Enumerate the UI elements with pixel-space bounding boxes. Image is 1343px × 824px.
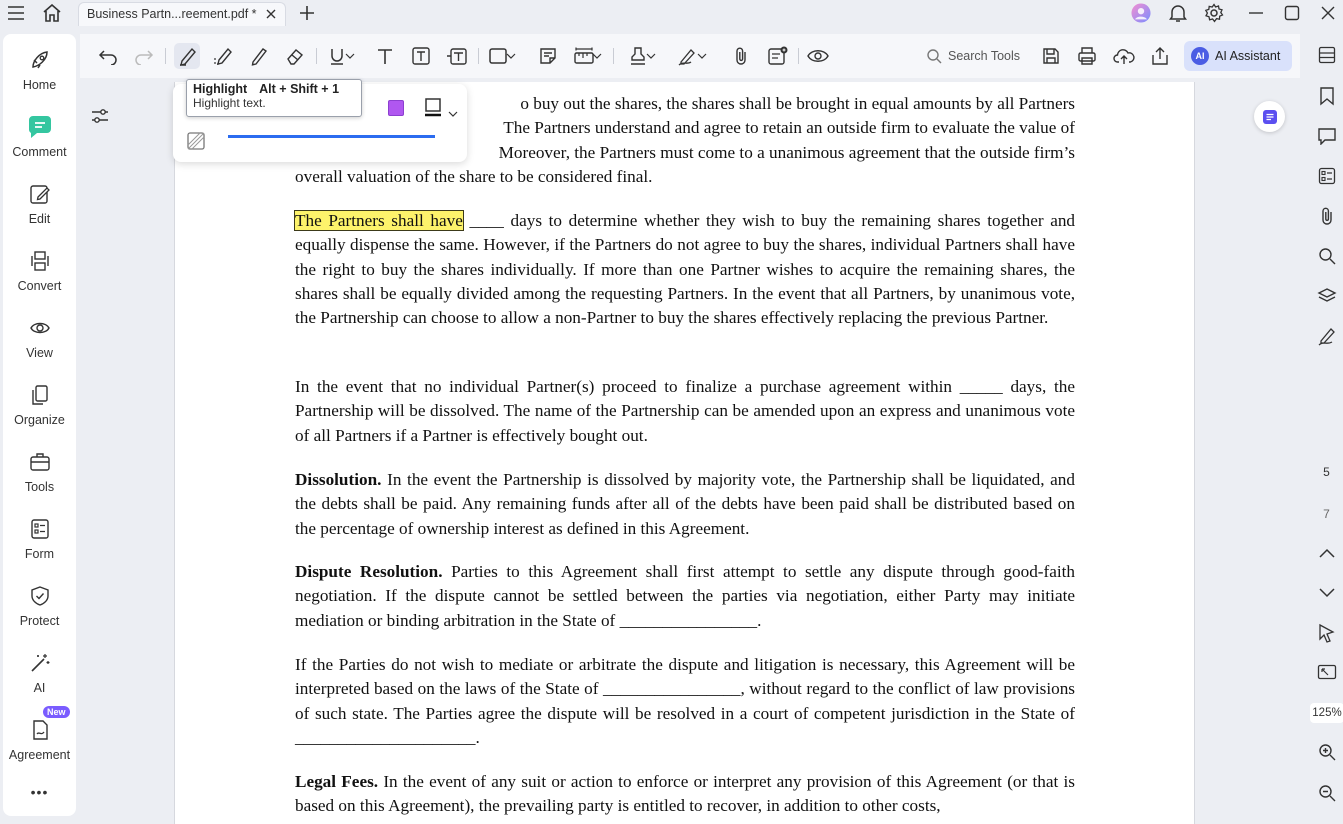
highlighted-text[interactable]: The Partners shall have (295, 211, 463, 230)
sidebar-label-home: Home (22, 78, 57, 92)
close-window-icon[interactable] (1318, 3, 1338, 23)
pencil-icon[interactable] (246, 43, 272, 69)
convert-icon (28, 249, 52, 273)
text-line: overall valuation of the share to be considered final. (295, 166, 653, 186)
sidebar-item-agreement[interactable] (3, 707, 76, 772)
total-pages: 7 (1323, 507, 1330, 521)
hamburger-menu-icon[interactable] (6, 3, 26, 23)
more-dots-icon: ••• (30, 784, 49, 800)
comment-list-icon[interactable] (765, 43, 791, 69)
section-heading: Dissolution. (295, 470, 382, 489)
comments-panel-icon[interactable] (1316, 125, 1338, 147)
text-line: Moreover, the Partners must come to a unanimous agreement that the outside firm’s (498, 142, 1075, 162)
section-heading: Dispute Resolution. (295, 562, 443, 581)
signature-dropdown-chevron-icon[interactable] (696, 43, 708, 69)
tooltip-shortcut: Alt + Shift + 1 (259, 82, 340, 96)
eraser-icon[interactable] (282, 43, 308, 69)
paragraph-text: ____ days to determine whether they wish to buy the remaining shares together and equally dispense the same. However, if the Partners do not agree to buy the shares, individual Partners shall have the right to buy the shares individually. If more than one Partner wishes to acquire the remaining shares, the shares shall be equally divided among the requesting Partners. In the event that all Partners, by unanimous vote, the Partnership can choose to allow a non-Partner to buy the shares effectively replacing the previous Partner. (295, 211, 1076, 328)
signatures-panel-icon[interactable] (1316, 325, 1338, 347)
filter-settings-icon[interactable] (88, 104, 112, 128)
shape-dropdown-chevron-icon[interactable] (505, 43, 517, 69)
form-icon (28, 517, 52, 541)
sidebar-more-button[interactable] (3, 780, 76, 804)
cloud-upload-icon[interactable] (1111, 43, 1137, 69)
text-line: o buy out the shares, the shares shall be brought in equal amounts by all Partners (520, 94, 1075, 113)
floating-app-launcher[interactable] (1254, 101, 1285, 132)
sidebar-label-form: Form (24, 547, 55, 561)
sidebar-item-home[interactable] (3, 42, 76, 102)
highlight-tooltip (186, 79, 362, 117)
redo-icon[interactable] (131, 43, 157, 69)
sidebar-item-view[interactable] (3, 310, 76, 370)
paragraph-text: Parties to this Agreement shall first attempt to settle any dispute through good-faith negotiation. If the dispute cannot be settled between the parties via negotiation, either Party may initiate mediation or binding arbitration in the State of ________________. (295, 562, 1076, 630)
highlight-color-swatch[interactable] (388, 100, 404, 116)
new-tab-plus-icon[interactable] (297, 3, 317, 23)
print-icon[interactable] (1074, 43, 1100, 69)
zoom-in-icon[interactable] (1316, 741, 1338, 763)
ai-assistant-button[interactable] (1184, 41, 1292, 71)
paragraph-legal-fees (295, 770, 1075, 819)
search-icon (926, 48, 942, 64)
ai-magic-wand-icon (28, 651, 52, 675)
text-line: The Partners understand and agree to retain an outside firm to evaluate the value of (503, 118, 1075, 138)
toolbar-separator (316, 48, 317, 64)
view-eye-icon (28, 316, 52, 340)
page-up-chevron-icon[interactable] (1316, 542, 1338, 564)
minimize-window-icon[interactable] (1246, 3, 1266, 23)
attachments-panel-icon[interactable] (1316, 205, 1338, 227)
bookmark-icon[interactable] (1316, 85, 1338, 107)
comment-icon (25, 112, 55, 142)
paragraph-text: If the Parties do not wish to mediate or arbitrate the dispute and litigation is necessary, this Agreement will be interpreted based on the laws of the State of ________________, without regard to the conflict of law provisions of such state. The Parties agree the dispute will be resolved in a court of competent jurisdiction in the State of _____________________. (295, 655, 1075, 747)
paragraph-litigation (295, 653, 1075, 750)
save-floppy-icon[interactable] (1038, 43, 1064, 69)
sidebar-label-protect: Protect (19, 614, 60, 628)
search-panel-icon[interactable] (1316, 245, 1338, 267)
sticky-note-icon[interactable] (535, 43, 561, 69)
underline-dropdown-chevron-icon[interactable] (344, 43, 356, 69)
ai-assistant-label: AI Assistant (1215, 49, 1281, 63)
home-icon[interactable] (42, 3, 62, 23)
protect-shield-icon (28, 584, 52, 608)
sidebar-item-convert[interactable] (3, 243, 76, 303)
page-down-chevron-icon[interactable] (1316, 582, 1338, 604)
tools-toolbox-icon (28, 450, 52, 474)
paragraph-dissolution (295, 468, 1075, 541)
organize-pages-icon (28, 383, 52, 407)
text-tool-icon[interactable] (372, 43, 398, 69)
edit-pencil-icon (28, 182, 52, 206)
sidebar-label-organize: Organize (14, 413, 65, 427)
sidebar-item-edit[interactable] (3, 176, 76, 236)
undo-icon[interactable] (95, 43, 121, 69)
tab-close-icon[interactable] (263, 5, 279, 23)
paragraph-text: In the event that no individual Partner(s) proceed to finalize a purchase agreement within _____ days, the Partnership will be dissolved. The name of the Partnership can be amended upon an express and unanimous vote of all Partners if a Partner is effectively bought out. (295, 377, 1075, 445)
tooltip-description: Highlight text. (193, 96, 266, 110)
panel-layout-icon[interactable] (1316, 44, 1338, 66)
agreement-icon (28, 718, 52, 742)
sidebar-item-protect[interactable] (3, 578, 76, 638)
sidebar-label-agreement: Agreement (8, 748, 71, 762)
user-avatar[interactable] (1131, 3, 1151, 23)
stamp-dropdown-chevron-icon[interactable] (645, 43, 657, 69)
sidebar-label-view: View (26, 346, 53, 360)
hide-annotations-eye-icon[interactable] (805, 43, 831, 69)
paragraph-text: In the event the Partnership is dissolved by majority vote, the Partnership shall be liquidated, and the debts shall be paid. Any remaining funds after all of the debts have been paid shall be distributed based on the percentage of ownership interest as defined in this Agreement. (295, 470, 1075, 538)
zoom-out-icon[interactable] (1316, 782, 1338, 804)
sidebar-item-comment[interactable] (3, 109, 76, 169)
maximize-window-icon[interactable] (1282, 3, 1302, 23)
sidebar-item-organize[interactable] (3, 377, 76, 437)
toolbar-separator (478, 48, 479, 64)
opacity-icon (186, 131, 206, 151)
area-highlight-icon[interactable] (211, 43, 237, 69)
pdf-page[interactable] (174, 82, 1195, 824)
layers-panel-icon[interactable] (1316, 285, 1338, 307)
sidebar-item-form[interactable] (3, 511, 76, 571)
sidebar-label-tools: Tools (24, 480, 55, 494)
settings-gear-icon[interactable] (1204, 3, 1224, 23)
search-tools-placeholder: Search Tools (948, 49, 1021, 63)
document-tab[interactable] (78, 2, 286, 26)
border-color-icon[interactable] (422, 96, 444, 118)
sidebar-label-edit: Edit (28, 212, 51, 226)
highlight-tool-icon[interactable] (174, 43, 200, 69)
bell-notification-icon[interactable] (1168, 3, 1188, 23)
form-fields-panel-icon[interactable] (1316, 165, 1338, 187)
measure-dropdown-chevron-icon[interactable] (591, 43, 603, 69)
text-box-icon[interactable] (408, 43, 434, 69)
toolbar-separator (798, 48, 799, 64)
sidebar-item-tools[interactable] (3, 444, 76, 504)
opacity-slider[interactable] (228, 135, 435, 138)
sidebar-label-convert: Convert (17, 279, 62, 293)
search-tools-field[interactable] (926, 46, 1020, 66)
annotation-toolbar (80, 34, 1300, 78)
select-cursor-icon[interactable] (1316, 622, 1338, 644)
section-heading: Legal Fees. (295, 772, 379, 791)
toolbar-separator (165, 48, 166, 64)
callout-text-icon[interactable] (444, 43, 470, 69)
tab-title: Business Partn...reement.pdf * (87, 7, 257, 21)
app-launcher-icon (1262, 109, 1278, 125)
left-sidebar (3, 34, 76, 816)
sidebar-label-comment: Comment (12, 145, 67, 159)
tooltip-title: Highlight (193, 82, 248, 96)
paragraph-remaining-shares[interactable] (295, 209, 1075, 330)
zoom-level[interactable]: 125% (1310, 703, 1343, 723)
title-bar (0, 0, 1343, 26)
sidebar-label-ai: AI (33, 681, 46, 695)
ai-assistant-logo-icon: AI (1191, 47, 1209, 65)
home-rocket-icon (28, 48, 52, 72)
attachment-paperclip-icon[interactable] (728, 43, 754, 69)
paragraph-text: In the event of any suit or action to enforce or interpret any provision of this Agreement (or that is based on this Agreement), the prevailing party is entitled to recover, in addition to other costs, (295, 772, 1075, 816)
toolbar-separator (613, 48, 614, 64)
border-dropdown-chevron-icon[interactable] (448, 104, 460, 114)
new-badge: New (43, 706, 70, 718)
current-page-number[interactable]: 5 (1323, 465, 1330, 479)
sidebar-item-ai[interactable] (3, 645, 76, 705)
fit-page-icon[interactable] (1316, 662, 1338, 684)
paragraph-dissolution-trigger (295, 375, 1075, 448)
paragraph-dispute-resolution (295, 560, 1075, 633)
share-export-icon[interactable] (1147, 43, 1173, 69)
